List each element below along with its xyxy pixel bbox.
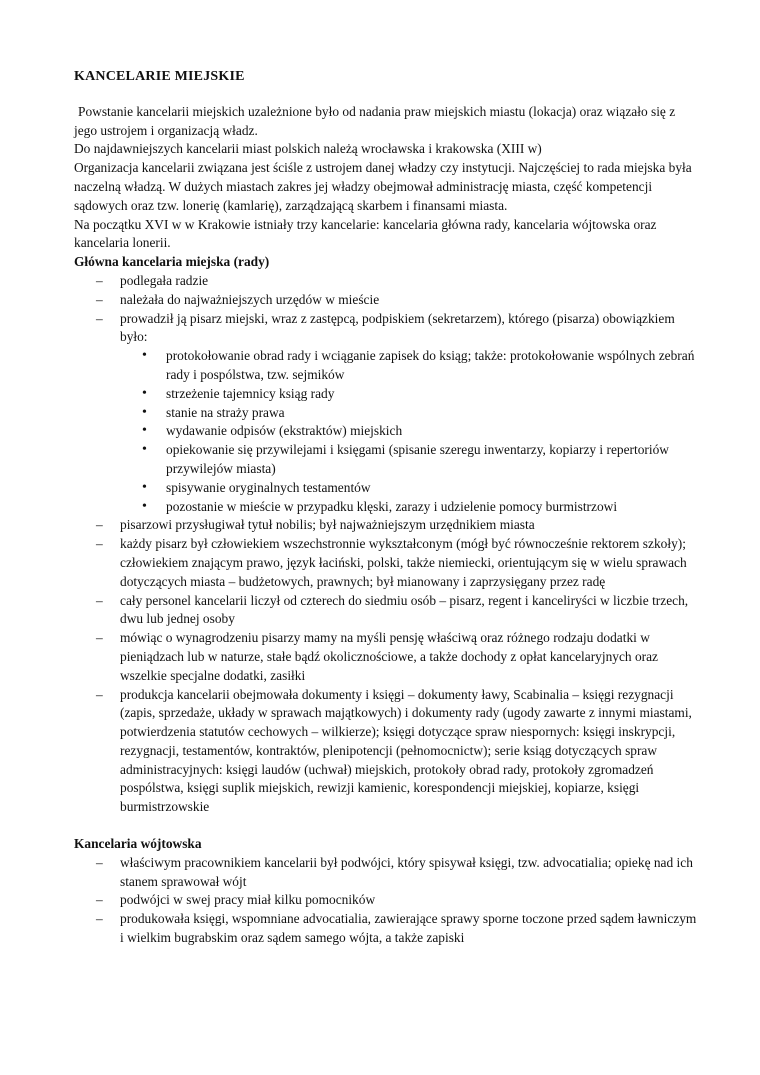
wojt-chancery-list — [74, 854, 700, 948]
intro-paragraph: Powstanie kancelarii miejskich uzależnione było od nadania praw miejskich miastu (lokacja) oraz wiązało się z jego ustrojem i organizacją władz. — [74, 103, 676, 138]
intro-paragraph: Na początku XVI w w Krakowie istniały trzy kancelarie: kancelaria główna rady, kancelaria wójtowska oraz kancelaria lonerii. — [74, 216, 657, 251]
duty-item: • stanie na straży prawa — [120, 404, 700, 423]
list-item: – należała do najważniejszych urzędów w mieście — [74, 291, 700, 310]
list-item: – cały personel kancelarii liczył od czterech do siedmiu osób – pisarz, regent i kanceliryści w liczbie trzech, dwu lub jednej osoby — [74, 592, 700, 630]
list-item: – każdy pisarz był człowiekiem wszechstronnie wykształconym (mógł być równocześnie rektorem szkoły); człowiekiem znającym prawo, język łaciński, polski, także niemiecki, orientującym się w wielu sprawach dotyczących miasta – budżetowych, prawnych; był mianowany i zaprzysięgany przez radę — [74, 535, 700, 591]
intro-paragraph: Organizacja kancelarii związana jest ściśle z ustrojem danej władzy czy instytucji. Najczęściej to rada miejska była naczelną władzą. W dużych miastach zakres jej władzy obejmował administrację miasta, część kompetencji sądowych oraz tzw. lonerię (kamlarię), zarządzającą skarbem i finansami miasta. — [74, 160, 692, 213]
list-item: – mówiąc o wynagrodzeniu pisarzy mamy na myśli pensję właściwą oraz różnego rodzaju dodatki w pieniądzach lub w naturze, stałe bądź okolicznościowe, a także dochody z opłat kancelaryjnych oraz wszelkie specjalne dodatki, zasiłki — [74, 629, 700, 685]
list-item: – pisarzowi przysługiwał tytuł nobilis; był najważniejszym urzędnikiem miasta — [74, 516, 700, 535]
scribe-duties-list — [120, 347, 700, 516]
list-item: – właściwym pracownikiem kancelarii był podwójci, który spisywał księgi, tzw. advocatialia; opiekę nad ich stanem sprawował wójt — [74, 854, 700, 892]
main-chancery-list — [74, 272, 700, 817]
duty-item: • protokołowanie obrad rady i wciąganie zapisek do ksiąg; także: protokołowanie wspólnych zebrań rady i pospólstwa, tzw. sejmików — [120, 347, 700, 385]
list-item: – podlegała radzie — [74, 272, 700, 291]
duty-item: • opiekowanie się przywilejami i księgami (spisanie szeregu inwentarzy, kopiarzy i repertoriów przywilejów miasta) — [120, 441, 700, 479]
duty-item: • spisywanie oryginalnych testamentów — [120, 479, 700, 498]
duty-item: • wydawanie odpisów (ekstraktów) miejskich — [120, 422, 700, 441]
list-item — [74, 310, 700, 517]
intro-paragraph: Do najdawniejszych kancelarii miast polskich należą wrocławska i krakowska (XIII w) — [74, 141, 542, 157]
section-heading-wojt-chancery: Kancelaria wójtowska — [74, 836, 202, 852]
duty-item: • pozostanie w mieście w przypadku klęski, zarazy i udzielenie pomocy burmistrzowi — [120, 498, 700, 517]
list-item: – produkowała księgi, wspomniane advocatialia, zawierające sprawy sporne toczone przed sądem ławniczym i wielkim bugrabskim oraz sądem samego wójta, a także zapiski — [74, 910, 700, 948]
list-item: – produkcja kancelarii obejmowała dokumenty i księgi – dokumenty ławy, Scabinalia – księgi rezygnacji (zapis, sprzedaże, układy w sprawach majątkowych) i dokumenty rady (ugody zawarte z innymi miastami, potwierdzenia statutów cechowych – wilkierze); księgi dotyczące spraw niespornych: księgi inskrypcji, rezygnacji, testamentów, kontraktów, plenipotencji (pełnomocnictw); serie ksiąg dotyczących spraw administracyjnych: księgi laudów (uchwał) miejskich, protokoły obrad rady, protokoły zgromadzeń pospólstwa, księgi suplik miejskich, rewizji kamienic, korespondencji miejskiej, kopiarze, księgi burmistrzowskie — [74, 686, 700, 818]
list-item: – podwójci w swej pracy miał kilku pomocników — [74, 891, 700, 910]
section-heading-main-chancery: Główna kancelaria miejska (rady) — [74, 254, 270, 270]
document-title: KANCELARIE MIEJSKIE — [74, 69, 245, 84]
duty-item: • strzeżenie tajemnicy ksiąg rady — [120, 385, 700, 404]
list-item-text: prowadził ją pisarz miejski, wraz z zastępcą, podpiskiem (sekretarzem), którego (pisarza) obowiązkiem było: — [120, 310, 675, 345]
